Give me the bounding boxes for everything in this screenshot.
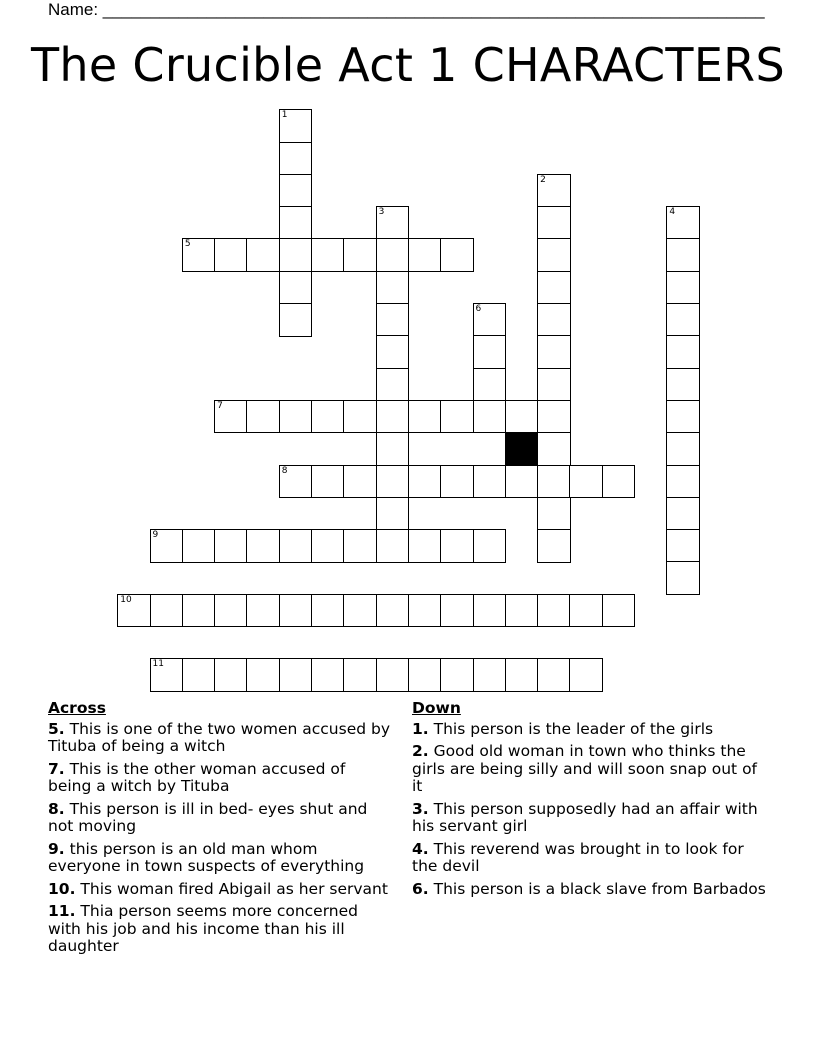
crossword-cell[interactable] bbox=[376, 529, 410, 563]
crossword-cell[interactable] bbox=[343, 658, 377, 692]
crossword-cell[interactable] bbox=[279, 206, 313, 240]
crossword-cell[interactable] bbox=[150, 594, 184, 628]
crossword-cell[interactable] bbox=[666, 432, 700, 466]
crossword-cell[interactable] bbox=[150, 658, 184, 692]
crossword-cell[interactable] bbox=[214, 529, 248, 563]
crossword-cell[interactable] bbox=[537, 400, 571, 434]
crossword-cell[interactable] bbox=[311, 529, 345, 563]
crossword-cell[interactable] bbox=[440, 465, 474, 499]
across-heading: Across bbox=[48, 699, 106, 717]
crossword-cell[interactable] bbox=[473, 594, 507, 628]
crossword-cell[interactable] bbox=[473, 368, 507, 402]
crossword-cell[interactable] bbox=[376, 335, 410, 369]
crossword-cell[interactable] bbox=[376, 594, 410, 628]
crossword-cell[interactable] bbox=[279, 465, 313, 499]
cell-number: 10 bbox=[120, 594, 132, 605]
clue-text: This person is a black slave from Barbados bbox=[433, 879, 766, 898]
crossword-cell[interactable] bbox=[279, 238, 313, 272]
crossword-cell[interactable] bbox=[279, 303, 313, 337]
crossword-cell[interactable] bbox=[376, 497, 410, 531]
crossword-cell[interactable] bbox=[214, 238, 248, 272]
clue-text: this person is an old man whom everyone in town suspects of everything bbox=[48, 839, 365, 875]
clue-text: This person supposedly had an affair with his servant girl bbox=[412, 799, 758, 835]
clue-down-2 bbox=[412, 743, 768, 796]
crossword-cell[interactable] bbox=[246, 658, 280, 692]
crossword-cell[interactable] bbox=[279, 658, 313, 692]
crossword-cell[interactable] bbox=[537, 497, 571, 531]
crossword-cell[interactable] bbox=[537, 368, 571, 402]
crossword-cell[interactable] bbox=[666, 497, 700, 531]
crossword-cell[interactable] bbox=[602, 465, 636, 499]
crossword-cell[interactable] bbox=[666, 303, 700, 337]
crossword-cell[interactable] bbox=[473, 400, 507, 434]
cell-number: 5 bbox=[184, 239, 191, 250]
crossword-cell[interactable] bbox=[376, 303, 410, 337]
crossword-cell[interactable] bbox=[246, 238, 280, 272]
crossword-cell[interactable] bbox=[440, 238, 474, 272]
across-clues bbox=[48, 700, 393, 961]
crossword-cell[interactable] bbox=[440, 594, 474, 628]
crossword-cell[interactable] bbox=[537, 465, 571, 499]
clue-across-7 bbox=[48, 761, 393, 796]
clue-number: 2. bbox=[412, 742, 429, 760]
clue-number: 10. bbox=[48, 879, 76, 898]
clue-across-10 bbox=[48, 881, 393, 899]
crossword-cell[interactable] bbox=[473, 465, 507, 499]
crossword-cell[interactable] bbox=[343, 238, 377, 272]
crossword-cell[interactable] bbox=[666, 238, 700, 272]
crossword-cell[interactable] bbox=[214, 594, 248, 628]
down-heading: Down bbox=[412, 699, 461, 717]
clue-number: 1. bbox=[412, 719, 429, 738]
cell-number: 3 bbox=[378, 207, 385, 218]
clue-across-11 bbox=[48, 903, 393, 956]
crossword-cell[interactable] bbox=[537, 432, 571, 466]
crossword-cell[interactable] bbox=[182, 594, 216, 628]
crossword-cell[interactable] bbox=[311, 594, 345, 628]
crossword-cell[interactable] bbox=[537, 335, 571, 369]
cell-number: 2 bbox=[540, 174, 546, 185]
clue-text: This is the other woman accused of being a witch by Tituba bbox=[48, 759, 346, 795]
crossword-cell[interactable] bbox=[311, 400, 345, 434]
crossword-cell[interactable] bbox=[666, 400, 700, 434]
clue-text: Good old woman in town who thinks the girls are being silly and will soon snap out of it bbox=[412, 742, 758, 795]
crossword-cell[interactable] bbox=[440, 658, 474, 692]
clue-text: This is one of the two women accused by Tituba of being a witch bbox=[48, 719, 391, 755]
crossword-cell[interactable] bbox=[408, 238, 442, 272]
cell-number: 9 bbox=[152, 530, 159, 541]
crossword-cell[interactable] bbox=[343, 400, 377, 434]
crossword-cell[interactable] bbox=[214, 400, 248, 434]
crossword-cell[interactable] bbox=[246, 594, 280, 628]
clue-text: This person is ill in bed- eyes shut and not moving bbox=[48, 799, 368, 835]
crossword-cell[interactable] bbox=[376, 400, 410, 434]
cell-number: 4 bbox=[669, 207, 676, 218]
crossword-cell[interactable] bbox=[279, 594, 313, 628]
crossword-cell[interactable] bbox=[376, 238, 410, 272]
crossword-cell[interactable] bbox=[343, 594, 377, 628]
clue-number: 5. bbox=[48, 719, 65, 738]
crossword-cell[interactable] bbox=[473, 335, 507, 369]
crossword-cell[interactable] bbox=[537, 529, 571, 563]
clue-text: This person is the leader of the girls bbox=[433, 719, 714, 738]
crossword-cell[interactable] bbox=[408, 400, 442, 434]
crossword-cell[interactable] bbox=[666, 335, 700, 369]
crossword-cell[interactable] bbox=[408, 529, 442, 563]
crossword-cell[interactable] bbox=[376, 368, 410, 402]
clue-number: 9. bbox=[48, 839, 65, 858]
crossword-cell[interactable] bbox=[505, 400, 539, 434]
clue-number: 6. bbox=[412, 879, 429, 898]
crossword-cell[interactable] bbox=[440, 529, 474, 563]
crossword-cell[interactable] bbox=[279, 271, 313, 305]
cell-number: 8 bbox=[281, 465, 288, 476]
cell-number: 7 bbox=[217, 400, 223, 411]
crossword-cell[interactable] bbox=[408, 658, 442, 692]
cell-number: 6 bbox=[475, 304, 482, 315]
crossword-cell[interactable] bbox=[279, 109, 313, 143]
crossword-cell[interactable] bbox=[602, 594, 636, 628]
page-title: The Crucible Act 1 CHARACTERS bbox=[31, 38, 785, 92]
crossword-cell[interactable] bbox=[473, 529, 507, 563]
clue-down-4 bbox=[412, 841, 768, 876]
name-field-line: Name: ______________________________________________________________________ bbox=[48, 0, 765, 19]
crossword-cell[interactable] bbox=[311, 658, 345, 692]
crossword-cell[interactable] bbox=[569, 465, 603, 499]
crossword-cell[interactable] bbox=[408, 594, 442, 628]
clue-text: Thia person seems more concerned with his job and his income than his ill daughter bbox=[48, 902, 358, 955]
crossword-cell[interactable] bbox=[666, 465, 700, 499]
crossword-cell[interactable] bbox=[666, 206, 700, 240]
crossword-cell[interactable] bbox=[537, 658, 571, 692]
clue-number: 8. bbox=[48, 799, 65, 818]
crossword-cell[interactable] bbox=[182, 529, 216, 563]
crossword-cell[interactable] bbox=[537, 271, 571, 305]
cell-number: 11 bbox=[152, 659, 164, 670]
crossword-cell[interactable] bbox=[408, 465, 442, 499]
crossword-cell[interactable] bbox=[440, 400, 474, 434]
crossword-cell[interactable] bbox=[279, 400, 313, 434]
crossword-cell[interactable] bbox=[666, 561, 700, 595]
clue-across-9 bbox=[48, 841, 393, 876]
cell-number: 1 bbox=[281, 110, 288, 121]
crossword-cell[interactable] bbox=[182, 658, 216, 692]
crossword-cell[interactable] bbox=[246, 529, 280, 563]
crossword-cell[interactable] bbox=[376, 432, 410, 466]
crossword-cell[interactable] bbox=[246, 400, 280, 434]
crossword-cell[interactable] bbox=[569, 594, 603, 628]
crossword-cell[interactable] bbox=[343, 465, 377, 499]
clue-number: 11. bbox=[48, 902, 76, 920]
clue-down-6 bbox=[412, 881, 768, 899]
clue-across-8 bbox=[48, 801, 393, 836]
crossword-cell[interactable] bbox=[279, 174, 313, 208]
crossword-cell[interactable] bbox=[537, 303, 571, 337]
crossword-cell[interactable] bbox=[214, 658, 248, 692]
crossword-cell[interactable] bbox=[376, 658, 410, 692]
crossword-cell[interactable] bbox=[473, 303, 507, 337]
clue-down-1 bbox=[412, 721, 768, 739]
crossword-cell[interactable] bbox=[505, 465, 539, 499]
clue-number: 3. bbox=[412, 799, 429, 818]
crossword-cell[interactable] bbox=[343, 529, 377, 563]
clue-text: This woman fired Abigail as her servant bbox=[80, 879, 388, 898]
black-square bbox=[505, 432, 539, 466]
crossword-cell[interactable] bbox=[279, 529, 313, 563]
crossword-cell[interactable] bbox=[311, 238, 345, 272]
crossword-cell[interactable] bbox=[537, 594, 571, 628]
clue-down-3 bbox=[412, 801, 768, 836]
down-clues bbox=[412, 700, 768, 903]
crossword-cell[interactable] bbox=[537, 174, 571, 208]
crossword-cell[interactable] bbox=[473, 658, 507, 692]
crossword-cell[interactable] bbox=[537, 206, 571, 240]
clue-number: 7. bbox=[48, 759, 65, 778]
crossword-cell[interactable] bbox=[666, 529, 700, 563]
clue-text: This reverend was brought in to look for the devil bbox=[412, 839, 744, 875]
crossword-cell[interactable] bbox=[279, 142, 313, 176]
crossword-cell[interactable] bbox=[182, 238, 216, 272]
crossword-cell[interactable] bbox=[150, 529, 184, 563]
crossword-cell[interactable] bbox=[376, 271, 410, 305]
crossword-cell[interactable] bbox=[569, 658, 603, 692]
crossword-cell[interactable] bbox=[666, 368, 700, 402]
crossword-cell[interactable] bbox=[376, 206, 410, 240]
clue-number: 4. bbox=[412, 839, 429, 858]
clue-across-5 bbox=[48, 721, 393, 756]
crossword-cell[interactable] bbox=[311, 465, 345, 499]
crossword-cell[interactable] bbox=[505, 594, 539, 628]
crossword-cell[interactable] bbox=[666, 271, 700, 305]
crossword-cell[interactable] bbox=[505, 658, 539, 692]
crossword-cell[interactable] bbox=[117, 594, 151, 628]
crossword-cell[interactable] bbox=[376, 465, 410, 499]
crossword-cell[interactable] bbox=[537, 238, 571, 272]
